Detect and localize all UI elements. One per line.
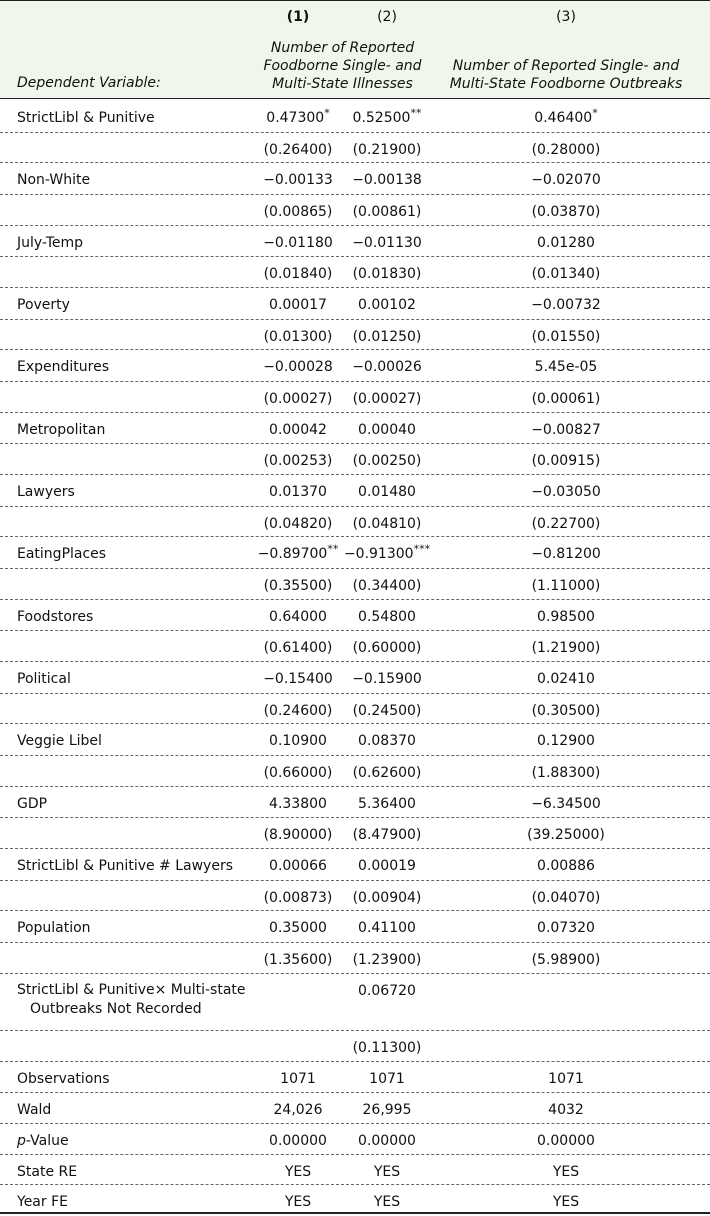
cell-c1: (0.01840) — [263, 266, 333, 282]
cell-c3: −0.00732 — [531, 297, 601, 313]
cell-c2: (0.62600) — [352, 765, 422, 781]
table-row — [0, 1031, 710, 1062]
cell-c3: YES — [552, 1194, 580, 1210]
row-label: State RE — [17, 1164, 78, 1180]
table-row — [0, 537, 710, 569]
table-row — [0, 320, 710, 350]
cell-c1: (0.24600) — [263, 703, 333, 719]
row-label: Foodstores — [17, 609, 94, 625]
column-1-header: (1) — [286, 9, 310, 25]
table-row — [0, 911, 710, 943]
cell-c2: (0.00904) — [352, 890, 422, 906]
cell-c3: (0.00061) — [531, 391, 601, 407]
cell-c1: 0.00017 — [269, 297, 327, 313]
cell-c2: 0.00019 — [358, 858, 416, 874]
table-row — [0, 974, 710, 1031]
table-row — [0, 163, 710, 195]
cell-c1: 0.47300* — [266, 106, 330, 126]
table-row — [0, 288, 710, 320]
row-label: Observations — [17, 1071, 110, 1087]
cell-c1: 1071 — [280, 1071, 316, 1087]
row-label: StrictLibl & Punitive× Multi-state Outbreaks Not Recorded — [17, 982, 246, 1017]
cell-c2: −0.15900 — [352, 671, 422, 687]
row-label: p-Value — [17, 1133, 69, 1149]
table-row — [0, 849, 710, 881]
table-row — [0, 756, 710, 787]
cell-c1: 0.64000 — [269, 609, 327, 625]
table-row — [0, 600, 710, 631]
cell-c1: (0.00865) — [263, 204, 333, 220]
table-row — [0, 133, 710, 163]
table-row — [0, 1062, 710, 1093]
row-label: Metropolitan — [17, 422, 106, 438]
cell-c3: (5.98900) — [531, 952, 601, 968]
cell-c3: (1.88300) — [531, 765, 601, 781]
cell-c1: 24,026 — [273, 1102, 323, 1118]
outbreaks-header-line2: Multi-State Foodborne Outbreaks — [449, 76, 683, 92]
table-row — [0, 631, 710, 662]
cell-c2: (0.21900) — [352, 142, 422, 158]
cell-c1: YES — [284, 1164, 312, 1180]
cell-c3: 0.02410 — [537, 671, 595, 687]
column-3-header: (3) — [556, 9, 576, 25]
cell-c3: 0.46400* — [534, 106, 598, 126]
cell-c3: (0.04070) — [531, 890, 601, 906]
cell-c1: 0.00066 — [269, 858, 327, 874]
table-row — [0, 226, 710, 257]
cell-c1: −0.01180 — [263, 235, 333, 251]
cell-c3: 0.01280 — [537, 235, 595, 251]
cell-c3: −0.81200 — [531, 546, 601, 562]
cell-c2: −0.01130 — [352, 235, 422, 251]
cell-c2: −0.00138 — [352, 172, 422, 188]
table-row — [0, 257, 710, 288]
cell-c1: (0.04820) — [263, 516, 333, 532]
cell-c2: 0.01480 — [358, 484, 416, 500]
cell-c2: (0.04810) — [352, 516, 422, 532]
cell-c2: 0.54800 — [358, 609, 416, 625]
table-row — [0, 444, 710, 475]
cell-c2: (1.23900) — [352, 952, 422, 968]
table-row — [0, 724, 710, 756]
cell-c1: (0.35500) — [263, 578, 333, 594]
table-row — [0, 818, 710, 849]
cell-c2: YES — [373, 1164, 401, 1180]
cell-c3: 0.12900 — [537, 733, 595, 749]
row-label: StrictLibl & Punitive — [17, 110, 155, 126]
cell-c1: 0.10900 — [269, 733, 327, 749]
table-row — [0, 101, 710, 133]
cell-c2: 1071 — [369, 1071, 405, 1087]
cell-c3: 5.45e-05 — [534, 359, 598, 375]
cell-c3: 0.07320 — [537, 920, 595, 936]
row-label: Poverty — [17, 297, 70, 313]
cell-c2: −0.00026 — [352, 359, 422, 375]
table-row — [0, 943, 710, 974]
table-row — [0, 475, 710, 507]
table-row — [0, 1124, 710, 1155]
cell-c3: 4032 — [548, 1102, 584, 1118]
row-label: Non-White — [17, 172, 91, 188]
cell-c2: (0.34400) — [352, 578, 422, 594]
cell-c2: 0.00102 — [358, 297, 416, 313]
table-row — [0, 1093, 710, 1124]
cell-c3: (0.22700) — [531, 516, 601, 532]
cell-c2: (0.00027) — [352, 391, 422, 407]
cell-c1: (0.61400) — [263, 640, 333, 656]
cell-c2: (8.47900) — [352, 827, 422, 843]
cell-c1: (8.90000) — [263, 827, 333, 843]
cell-c1: −0.89700** — [257, 542, 339, 562]
row-label: Population — [17, 920, 91, 936]
illnesses-header-line2: Foodborne Single- and — [263, 58, 422, 74]
cell-c3: 0.00000 — [537, 1133, 595, 1149]
table-row — [0, 350, 710, 382]
table-row — [0, 1155, 710, 1185]
cell-c3: −0.02070 — [531, 172, 601, 188]
column-2-header: (2) — [377, 9, 397, 25]
cell-c2: 0.52500** — [352, 106, 422, 126]
cell-c2: (0.01250) — [352, 329, 422, 345]
row-label: Wald — [17, 1102, 52, 1118]
cell-c2: 5.36400 — [358, 796, 416, 812]
outbreaks-header-line1: Number of Reported Single- and — [452, 58, 680, 74]
table-row — [0, 569, 710, 600]
cell-c3: 0.98500 — [537, 609, 595, 625]
cell-c3: −0.03050 — [531, 484, 601, 500]
illnesses-header-line3: Multi-State Illnesses — [272, 76, 413, 92]
table-header — [0, 0, 710, 99]
table-row — [0, 382, 710, 413]
cell-c3: (0.30500) — [531, 703, 601, 719]
cell-c2: (0.00250) — [352, 453, 422, 469]
cell-c1: (0.00253) — [263, 453, 333, 469]
row-label: Political — [17, 671, 71, 687]
cell-c1: (0.01300) — [263, 329, 333, 345]
table-row — [0, 1185, 710, 1214]
cell-c2: (0.01830) — [352, 266, 422, 282]
cell-c3: (0.01550) — [531, 329, 601, 345]
cell-c1: YES — [284, 1194, 312, 1210]
cell-c3: (0.01340) — [531, 266, 601, 282]
table-row — [0, 507, 710, 537]
cell-c2: (0.60000) — [352, 640, 422, 656]
cell-c1: (0.26400) — [263, 142, 333, 158]
cell-c3: YES — [552, 1164, 580, 1180]
cell-c3: −0.00827 — [531, 422, 601, 438]
row-label: July-Temp — [17, 235, 84, 251]
row-label: StrictLibl & Punitive # Lawyers — [17, 858, 234, 874]
cell-c3: 1071 — [548, 1071, 584, 1087]
illnesses-header — [255, 39, 430, 93]
cell-c3: (1.11000) — [531, 578, 601, 594]
cell-c2: 0.00000 — [358, 1133, 416, 1149]
table-row — [0, 662, 710, 694]
cell-c1: −0.15400 — [263, 671, 333, 687]
table-row — [0, 413, 710, 444]
table-row — [0, 195, 710, 226]
cell-c1: −0.00133 — [263, 172, 333, 188]
row-label: Expenditures — [17, 359, 109, 375]
outbreaks-header — [446, 57, 686, 93]
cell-c3: −6.34500 — [531, 796, 601, 812]
cell-c2: (0.00861) — [352, 204, 422, 220]
cell-c2: 0.41100 — [358, 920, 416, 936]
cell-c3: (39.25000) — [527, 827, 605, 843]
table-row — [0, 787, 710, 818]
cell-c2: (0.24500) — [352, 703, 422, 719]
cell-c1: (1.35600) — [263, 952, 333, 968]
row-label: Veggie Libel — [17, 733, 102, 749]
cell-c1: 0.35000 — [269, 920, 327, 936]
row-label: EatingPlaces — [17, 546, 107, 562]
cell-c1: (0.00027) — [263, 391, 333, 407]
table-row — [0, 881, 710, 911]
cell-c1: 4.33800 — [269, 796, 327, 812]
cell-c2: 0.08370 — [358, 733, 416, 749]
cell-c3: (0.00915) — [531, 453, 601, 469]
dependent-variable-label: Dependent Variable: — [17, 75, 161, 91]
cell-c3: 0.00886 — [537, 858, 595, 874]
cell-c2: YES — [373, 1194, 401, 1210]
cell-c2: 0.06720 — [358, 983, 416, 999]
row-label: GDP — [17, 796, 48, 812]
cell-c3: (1.21900) — [531, 640, 601, 656]
cell-c1: 0.00000 — [269, 1133, 327, 1149]
cell-c1: (0.66000) — [263, 765, 333, 781]
row-label: Lawyers — [17, 484, 75, 500]
cell-c2: 0.00040 — [358, 422, 416, 438]
row-label: Year FE — [17, 1194, 68, 1210]
cell-c3: (0.03870) — [531, 204, 601, 220]
cell-c2: (0.11300) — [352, 1040, 422, 1056]
cell-c3: (0.28000) — [531, 142, 601, 158]
cell-c1: 0.01370 — [269, 484, 327, 500]
cell-c1: (0.00873) — [263, 890, 333, 906]
cell-c1: −0.00028 — [263, 359, 333, 375]
cell-c1: 0.00042 — [269, 422, 327, 438]
illnesses-header-line1: Number of Reported — [270, 40, 415, 56]
table-row — [0, 694, 710, 724]
cell-c2: −0.91300*** — [343, 542, 431, 562]
cell-c2: 26,995 — [362, 1102, 412, 1118]
